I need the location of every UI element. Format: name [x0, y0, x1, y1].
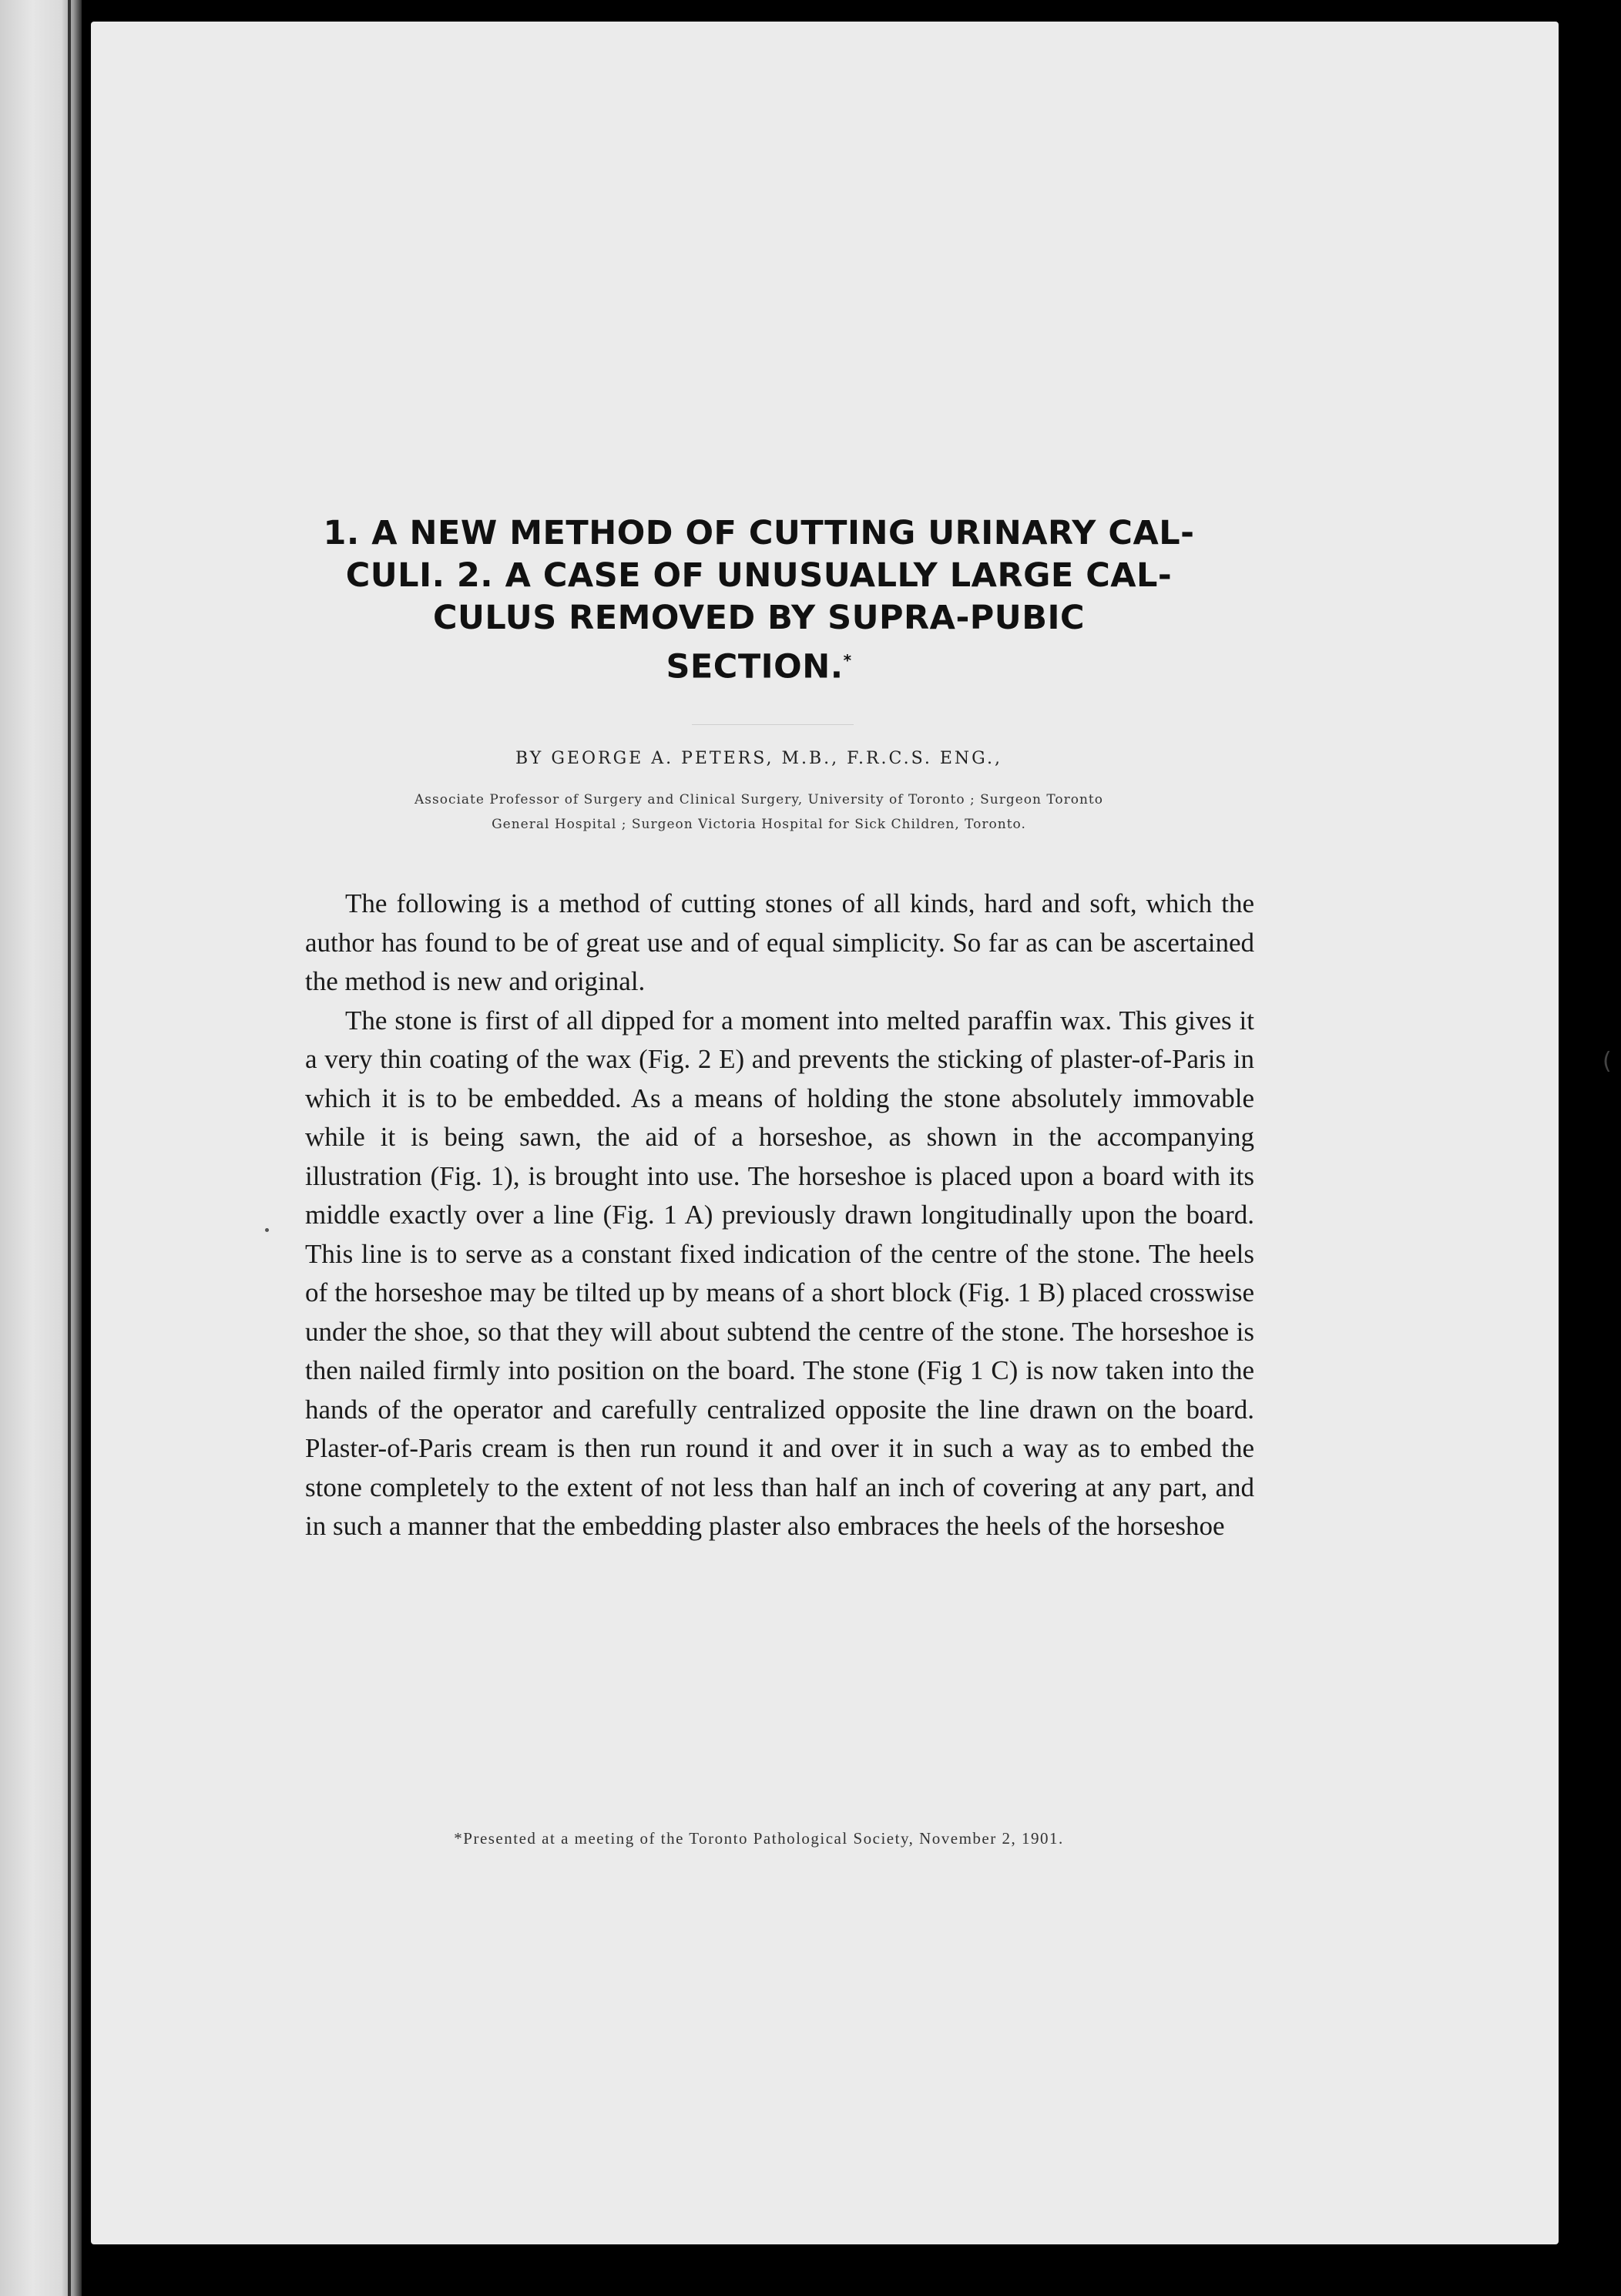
title-line-text: SECTION. [666, 647, 844, 686]
title-line [254, 639, 1264, 688]
title-line: 1. A NEW METHOD OF CUTTING URINARY CAL- [323, 514, 1195, 552]
affiliation-line: Associate Professor of Surgery and Clinical Surgery, University of Toronto ; Surgeon Toronto [414, 792, 1103, 807]
body-paragraph: The stone is first of all dipped for a moment into melted paraffin wax. This gives it a very thin coating of the wax (Fig. 2 E) and prevents the sticking of plaster-of-Paris in which it is to be embedded. As a means of holding the stone absolutely immovable while it is being sawn, the aid of a horseshoe, as shown in the accompanying illustration (Fig. 1), is brought into use. The horseshoe is placed upon a board with its middle exactly over a line (Fig. 1 A) previously drawn longitudinally upon the board. This line is to serve as a constant fixed indication of the centre of the stone. The heels of the horseshoe may be tilted up by means of a short block (Fig. 1 B) placed crosswise under the shoe, so that they will about subtend the centre of the stone. The horseshoe is then nailed firmly into position on the board. The stone (Fig 1 C) is now taken into the hands of the operator and carefully centralized opposite the line drawn on the board. Plaster-of-Paris cream is then run round it and over it in such a way as to embed the stone completely to the extent of not less than half an inch of covering at any part, and in such a manner that the embedding plaster also embraces the heels of the horseshoe [305, 1005, 1254, 1541]
footnote-marker: * [843, 651, 852, 670]
adjacent-page-edge [0, 0, 82, 2296]
footnote: *Presented at a meeting of the Toronto Pathological Society, November 2, 1901. [454, 1829, 1064, 1848]
title-divider [692, 724, 854, 725]
title-line: CULUS REMOVED BY SUPRA-PUBIC [432, 599, 1086, 637]
author-affiliation [254, 787, 1264, 837]
article-title [254, 512, 1264, 688]
affiliation-line: General Hospital ; Surgeon Victoria Hospital for Sick Children, Toronto. [492, 817, 1026, 832]
body-paragraph: The following is a method of cutting stones of all kinds, hard and soft, which the author has found to be of great use and of equal simplicity. So far as can be ascertained the method is new and original. [305, 888, 1254, 996]
page-binding-shadow [68, 0, 71, 2296]
title-line: CULI. 2. A CASE OF UNUSUALLY LARGE CAL- [345, 556, 1173, 595]
scan-speck [265, 1228, 269, 1232]
author-byline: BY GEORGE A. PETERS, M.B., F.R.C.S. ENG., [515, 749, 1002, 768]
scan-artifact: ( [1603, 1048, 1612, 1075]
article-body [305, 884, 1254, 1546]
